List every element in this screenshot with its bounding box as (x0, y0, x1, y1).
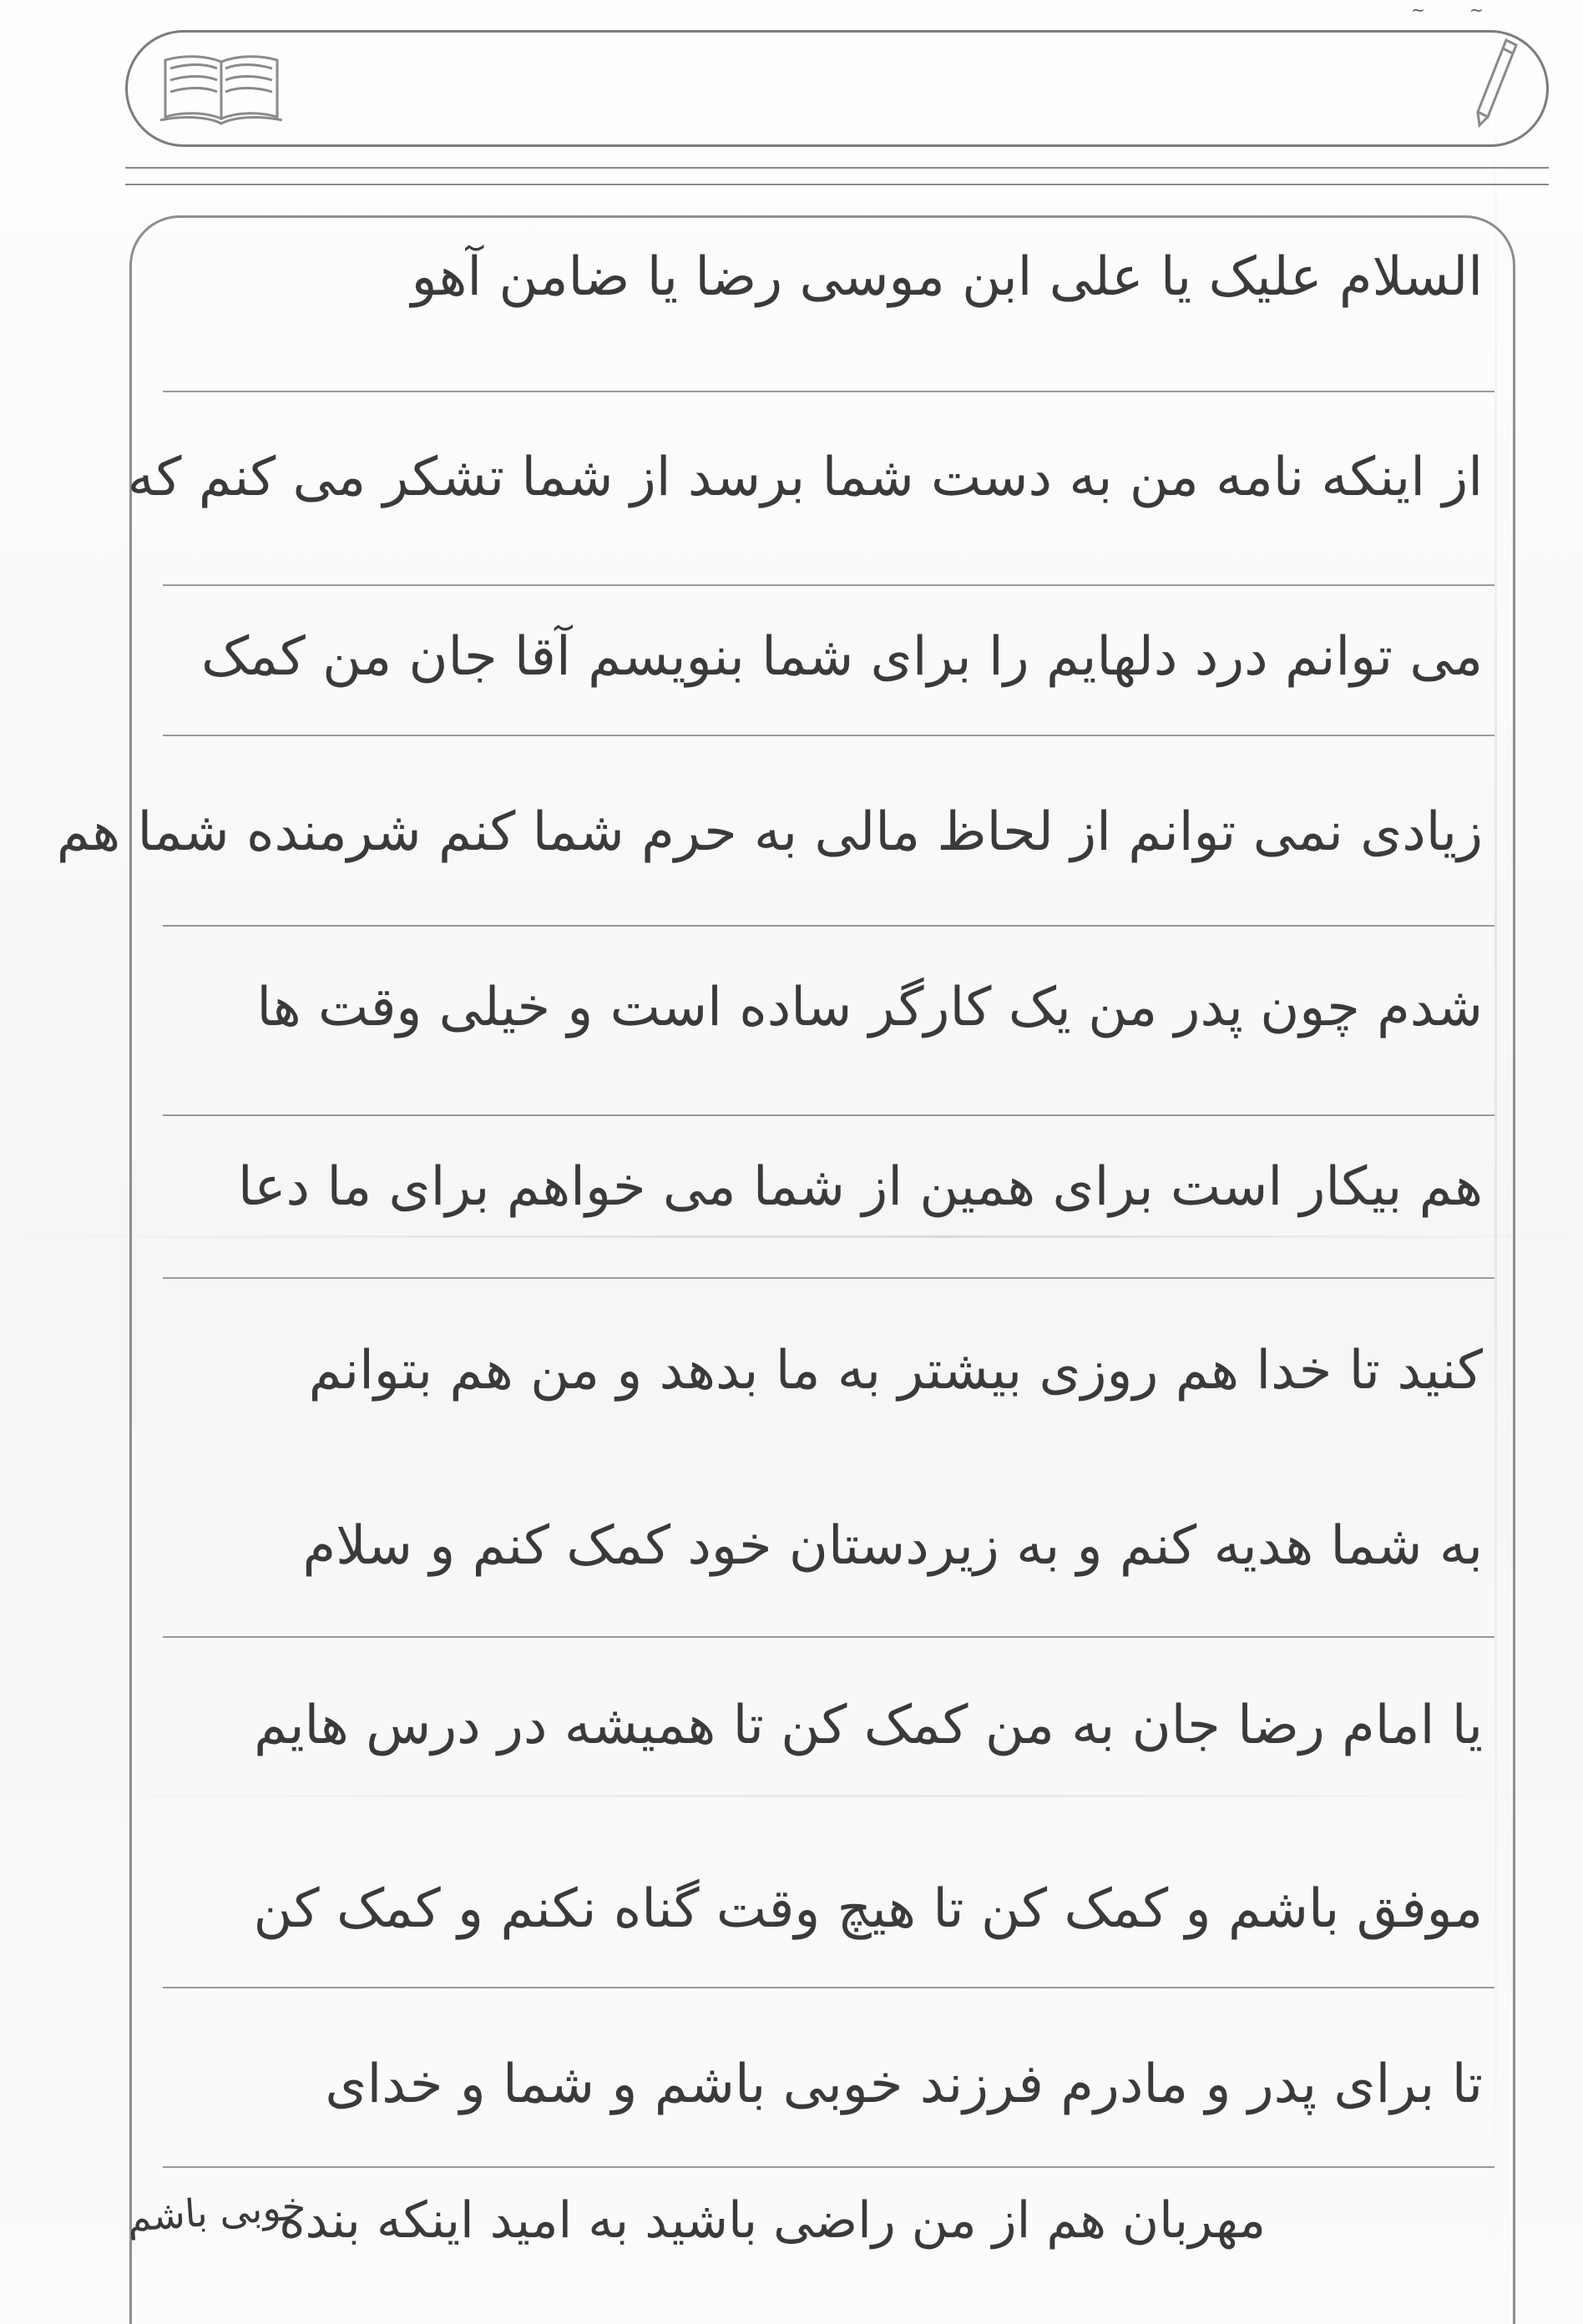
header-band (125, 30, 1549, 147)
letter-line: مهربان هم از من راضی باشید به امید اینکه بنده (279, 2191, 1266, 2250)
letter-line: به شما هدیه کنم و به زیردستان خود کمک کنم و سلام (302, 1515, 1483, 1577)
ruled-line (163, 925, 1494, 927)
letter-line: یا امام رضا جان به من کمک کن تا همیشه در درس هایم (254, 1695, 1483, 1756)
ruled-line (163, 735, 1494, 736)
ruled-line (163, 1114, 1494, 1116)
margin-note: خوبی باشم (125, 2183, 307, 2241)
letter-line: کنید تا خدا هم روزی بیشتر به ما بدهد و من هم بتوانم (308, 1340, 1483, 1402)
ruled-line (163, 584, 1494, 586)
ruled-line (163, 1987, 1494, 1988)
ruled-line (163, 391, 1494, 392)
letter-line: هم بیکار است برای همین از شما می خواهم برای ما دعا (237, 1156, 1483, 1218)
letter-line: می توانم درد دلهایم را برای شما بنویسم آقا جان من کمک (201, 626, 1483, 688)
letter-line: شدم چون پدر من یک کارگر ساده است و خیلی وقت ها (256, 977, 1483, 1038)
letter-line: تا برای پدر و مادرم فرزند خوبی باشم و شما و خدای (325, 2054, 1483, 2115)
ruled-line (163, 1277, 1494, 1279)
letter-line: موفق باشم و کمک کن تا هیچ وقت گناه نکنم و کمک کن (253, 1878, 1483, 1940)
page-frame (129, 215, 1515, 2324)
scan-mark: ~ (1469, 0, 1484, 20)
letter-line: از اینکه نامه من به دست شما برسد از شما تشکر می کنم که (127, 447, 1483, 508)
letter-line: السلام علیک یا علی ابن موسی رضا یا ضامن آهو (411, 246, 1483, 308)
pencil-icon (1469, 37, 1520, 129)
header-rule (125, 167, 1549, 169)
ruled-line (163, 1636, 1494, 1638)
ruled-line (163, 2166, 1494, 2168)
header-rule (125, 184, 1549, 185)
letter-line: زیادی نمی توانم از لحاظ مالی به حرم شما کنم شرمنده شما هم (56, 801, 1483, 863)
scan-mark: ~ (1411, 0, 1425, 20)
open-book-icon (159, 52, 284, 127)
